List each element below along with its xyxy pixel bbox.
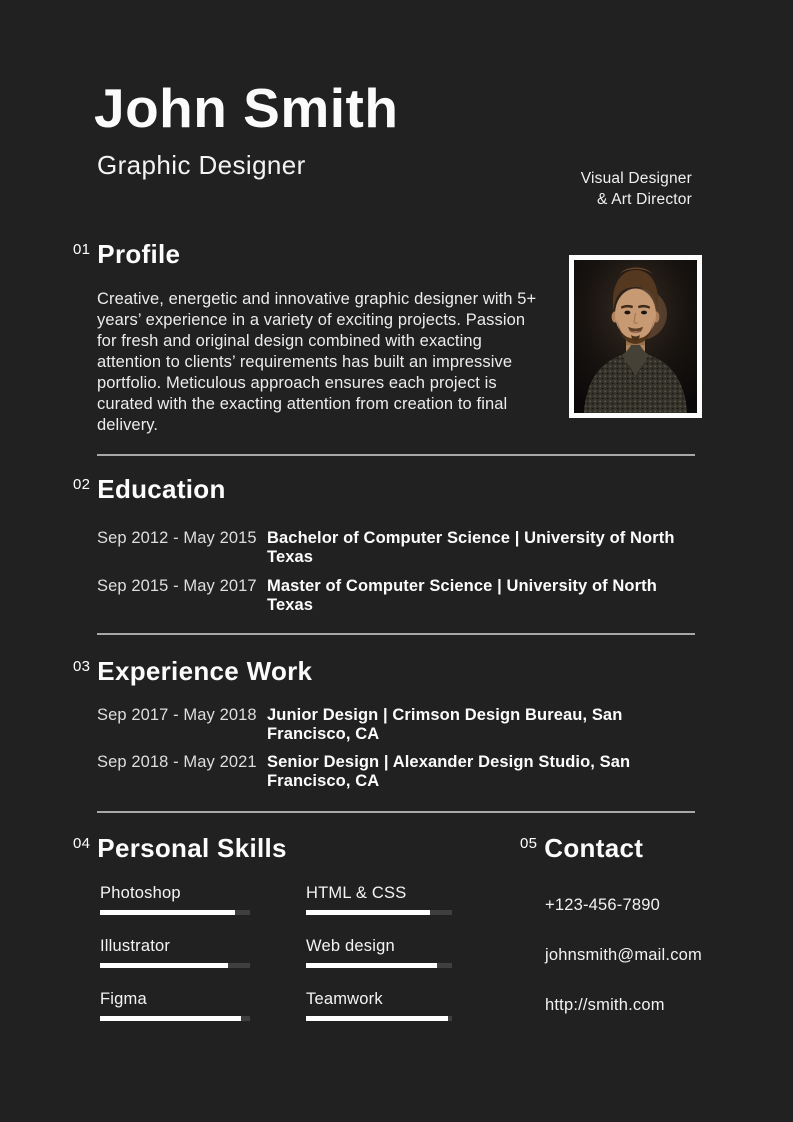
tagline bbox=[581, 168, 692, 210]
education-section-header bbox=[73, 475, 226, 504]
divider-3 bbox=[97, 811, 695, 813]
skills-grid bbox=[100, 884, 452, 1021]
skill-label: Teamwork bbox=[306, 990, 383, 1008]
profile-section-title: Profile bbox=[97, 239, 181, 269]
skill-bar-track bbox=[306, 910, 452, 915]
skill-bar-fill bbox=[100, 963, 228, 968]
experience-row bbox=[97, 706, 697, 744]
skill-label: Photoshop bbox=[100, 884, 181, 902]
profile-section-header bbox=[73, 240, 180, 269]
skill-bar-track bbox=[306, 1016, 452, 1021]
tagline-line2: & Art Director bbox=[597, 191, 692, 208]
education-detail: Master of Computer Science | University of North Texas bbox=[267, 577, 657, 614]
skill-item bbox=[306, 990, 452, 1021]
education-dates: Sep 2015 - May 2017 bbox=[97, 577, 257, 595]
person-role: Graphic Designer bbox=[97, 150, 306, 180]
contact-section-header bbox=[520, 834, 643, 863]
skill-label: Figma bbox=[100, 990, 147, 1008]
experience-section-header bbox=[73, 657, 312, 686]
skill-item bbox=[306, 937, 452, 968]
tagline-line1: Visual Designer bbox=[580, 170, 692, 187]
skills-section-header bbox=[73, 834, 287, 863]
person-name: John Smith bbox=[94, 77, 399, 139]
experience-row bbox=[97, 753, 697, 791]
contact-email: johnsmith@mail.com bbox=[545, 946, 702, 964]
contact-section-title: Contact bbox=[544, 833, 644, 863]
contact-phone: +123-456-7890 bbox=[545, 896, 660, 914]
portrait-illustration bbox=[574, 260, 697, 413]
skill-bar-fill bbox=[100, 1016, 241, 1021]
experience-detail: Senior Design | Alexander Design Studio, San Francisco, CA bbox=[267, 753, 631, 790]
education-row bbox=[97, 529, 697, 567]
experience-section-title: Experience Work bbox=[97, 656, 313, 686]
skill-label: Illustrator bbox=[100, 937, 171, 955]
skill-bar-track bbox=[100, 963, 250, 968]
education-dates: Sep 2012 - May 2015 bbox=[97, 529, 257, 547]
skill-label: Web design bbox=[306, 937, 395, 955]
skill-item bbox=[100, 990, 250, 1021]
experience-detail: Junior Design | Crimson Design Bureau, San Francisco, CA bbox=[267, 706, 623, 743]
skill-bar-track bbox=[306, 963, 452, 968]
skill-bar-fill bbox=[306, 963, 437, 968]
experience-dates: Sep 2018 - May 2021 bbox=[97, 753, 257, 771]
experience-dates: Sep 2017 - May 2018 bbox=[97, 706, 257, 724]
skills-section-number: 04 bbox=[73, 835, 91, 852]
profile-section-number: 01 bbox=[73, 241, 91, 258]
experience-section-number: 03 bbox=[73, 658, 91, 675]
skill-bar-fill bbox=[306, 910, 430, 915]
skill-bar-fill bbox=[306, 1016, 448, 1021]
skill-item bbox=[100, 884, 250, 915]
divider-1 bbox=[97, 454, 695, 456]
contact-list bbox=[545, 896, 702, 1046]
portrait-photo bbox=[569, 255, 702, 418]
skill-label: HTML & CSS bbox=[306, 884, 407, 902]
divider-2 bbox=[97, 633, 695, 635]
education-section-number: 02 bbox=[73, 476, 91, 493]
contact-website: http://smith.com bbox=[545, 996, 665, 1014]
skill-item bbox=[306, 884, 452, 915]
contact-section-number: 05 bbox=[520, 835, 538, 852]
profile-summary: Creative, energetic and innovative graphic designer with 5+ years’ experience in a variety of exciting projects. Passion for fresh and original design combined with exacting attention to clients’ requirements has built an impressive portfolio. Meticulous approach ensures each project is curated with the exacting attention from creation to final delivery. bbox=[97, 290, 537, 434]
skill-item bbox=[100, 937, 250, 968]
skills-section-title: Personal Skills bbox=[97, 833, 287, 863]
skill-bar-track bbox=[100, 1016, 250, 1021]
education-detail: Bachelor of Computer Science | University of North Texas bbox=[267, 529, 675, 566]
education-row bbox=[97, 577, 697, 615]
education-section-title: Education bbox=[97, 474, 226, 504]
skill-bar-track bbox=[100, 910, 250, 915]
skill-bar-fill bbox=[100, 910, 235, 915]
